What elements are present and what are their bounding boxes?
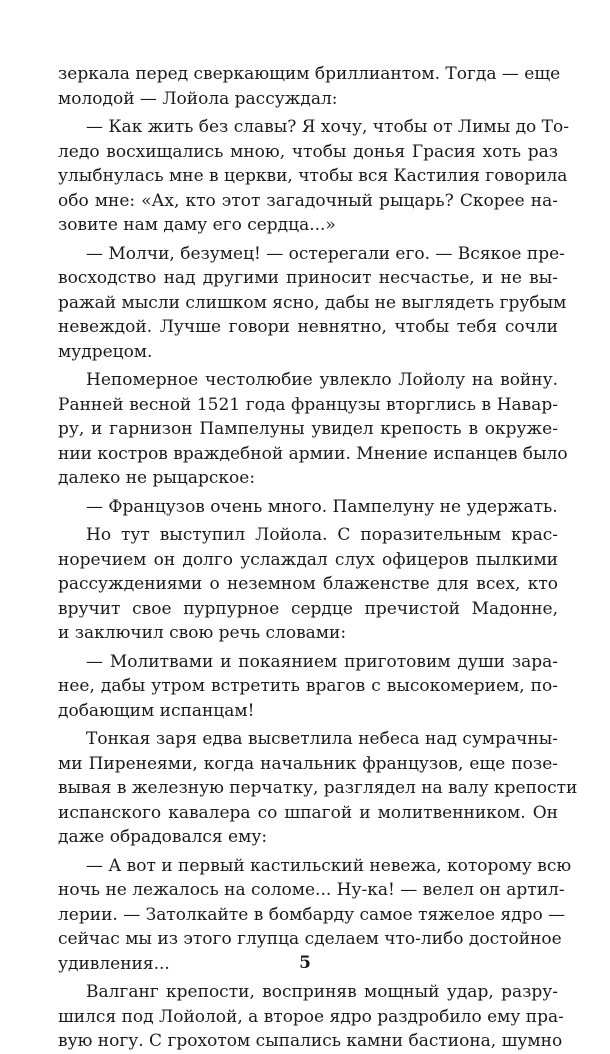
- paragraph: [58, 242, 567, 365]
- paragraph: [58, 727, 578, 850]
- paragraph: [58, 980, 564, 1054]
- paragraph: [58, 115, 569, 238]
- text-line: невеждой. Лучше говори невнятно, чтобы тебя сочли: [58, 317, 558, 337]
- text-line: добающим испанцам!: [58, 700, 255, 721]
- text-line: Непомерное честолюбие увлекло Лойолу на войну.: [86, 370, 558, 390]
- text-line: и заключил свою речь словами:: [58, 623, 347, 643]
- text-line: сейчас мы из этого глупца сделаем что-либо достойное: [58, 929, 562, 949]
- text-line: нее, дабы утром встретить врагов с высокомерием, по-: [58, 676, 558, 696]
- text-line: зовите нам даму его сердца...»: [58, 215, 336, 235]
- text-line: Валганг крепости, восприняв мощный удар, разру-: [86, 982, 558, 1002]
- text-line: нии костров враждебной армии. Мнение испанцев было: [58, 443, 568, 464]
- text-line: улыбнулась мне в церкви, чтобы вся Кастилия говорила: [58, 166, 568, 186]
- text-line: вручит свое пурпурное сердце пречистой Мадонне,: [58, 598, 558, 619]
- text-line: молодой — Лойола рассуждал:: [58, 88, 338, 109]
- text-line: ражай мысли слишком ясно, дабы не выглядеть грубым: [58, 292, 567, 313]
- text-line: — А вот и первый кастильский невежа, которому всю: [86, 855, 572, 876]
- text-line: норечием он долго услаждал слух офицеров пылкими: [58, 549, 558, 570]
- text-line: — Как жить без славы? Я хочу, чтобы от Лимы до То-: [86, 117, 569, 137]
- text-line: восходство над другими приносит несчастье, и не вы-: [58, 268, 558, 288]
- page-body: [58, 62, 578, 1054]
- text-line: ми Пиренеями, когда начальник французов, еще позе-: [58, 753, 558, 774]
- text-line: Ранней весной 1521 года французы вторглись в Навар-: [58, 394, 558, 415]
- text-line: Тонкая заря едва высветлила небеса над сумрачны-: [86, 729, 558, 749]
- paragraph: [58, 495, 558, 520]
- paragraph: [58, 650, 558, 724]
- text-line: рассуждениями о неземном блаженстве для всех, кто: [58, 574, 558, 594]
- text-line: ночь не лежалось на соломе... Ну-ка! — велел он артил-: [58, 880, 565, 900]
- text-line: удивления...: [58, 953, 170, 974]
- text-line: — Молчи, безумец! — остерегали его. — Всякое пре-: [86, 243, 565, 264]
- text-line: испанского кавалера со шпагой и молитвенником. Он: [58, 802, 558, 823]
- paragraph: [58, 523, 558, 646]
- text-line: вывая в железную перчатку, разглядел на валу крепости: [58, 778, 578, 798]
- text-line: вую ногу. С грохотом сыпались камни бастиона, шумно: [58, 1031, 563, 1051]
- paragraph: [58, 62, 561, 111]
- text-line: мудрецом.: [58, 341, 153, 362]
- text-line: шился под Лойолой, а второе ядро раздробило ему пра-: [58, 1006, 564, 1027]
- text-line: — Молитвами и покаянием приготовим души зара-: [86, 651, 558, 672]
- text-line: зеркала перед сверкающим бриллиантом. Тогда — еще: [58, 64, 561, 84]
- text-line: Но тут выступил Лойола. С поразительным крас-: [86, 525, 558, 545]
- text-line: ру, и гарнизон Пампелуны увидел крепость в окруже-: [58, 419, 558, 439]
- text-line: ледо восхищались мною, чтобы донья Грасия хоть раз: [58, 141, 558, 162]
- text-line: лерии. — Затолкайте в бомбарду самое тяжелое ядро —: [58, 904, 566, 925]
- text-line: далеко не рыцарское:: [58, 468, 256, 488]
- text-line: даже обрадовался ему:: [58, 827, 268, 847]
- page-number: 5: [299, 953, 311, 973]
- paragraph: [58, 368, 568, 491]
- text-line: — Французов очень много. Пампелуну не удержать.: [86, 496, 558, 517]
- text-line: обо мне: «Ах, кто этот загадочный рыцарь? Скорее на-: [58, 190, 558, 211]
